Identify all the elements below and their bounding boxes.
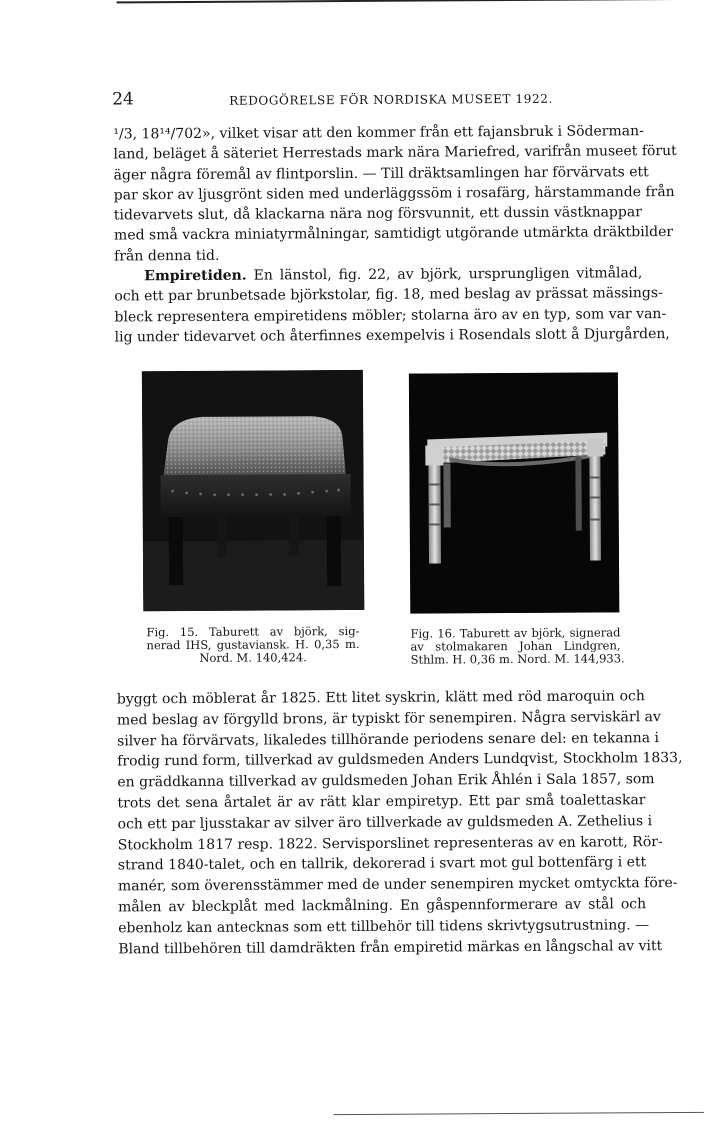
text-line: frodig rund form, tillverkad av guldsmeden Anders Lundqvist, Stockholm 1833,: [117, 750, 683, 770]
text-line: med små vackra miniatyrmålningar, samtidigt utgörande utmärkta dräktbilder: [113, 224, 674, 244]
section-first-line-text: En länstol, fig. 22, av björk, ursprungligen vitmålad,: [253, 265, 643, 284]
caption-line: nerad IHS, gustaviansk. H. 0,35 m.: [146, 636, 360, 653]
text-line: målen av bleckplåt med lackmålning. En gåspennformerare av stål och: [118, 896, 647, 916]
text-line: från denna tid.: [114, 247, 220, 265]
text-line: bleck representera empiretidens möbler; stolarna äro av en typ, som var van-: [114, 305, 667, 326]
page-number: 24: [112, 89, 134, 110]
text-line: och ett par brunbetsade björkstolar, fig. 18, med beslag av prässat mässings-: [114, 285, 663, 305]
text-line: med beslag av förgylld brons, är typiskt för senempiren. Några serviskärl av: [116, 708, 661, 729]
text-line: ¹/3, 18¹⁴/702», vilket visar att den kommer från ett fajansbruk i Söderman-: [113, 123, 644, 143]
text-line: silver ha förvärvats, likaledes tillhörande periodens senare del: en tekanna i: [117, 729, 660, 750]
text-line: och ett par ljusstakar av silver äro tillverkade av guldsmeden A. Zethelius i: [117, 812, 653, 833]
section-heading: Empiretiden.: [144, 267, 247, 285]
text-line: tidevarvets slut, då klackarna nära nog försvunnit, ett dussin västknappar: [113, 204, 642, 224]
bottom-paragraph: [116, 686, 683, 960]
caption-line: av stolmakaren Johan Lindgren,: [410, 638, 621, 654]
figure-15-caption: [146, 625, 359, 665]
figure-15-photo: [142, 370, 364, 611]
text-line: ebenholz kan antecknas som ett tillbehör till tidens skrivtygsutrustning. —: [118, 916, 650, 937]
text-line: en gräddkanna tillverkad av guldsmeden Johan Erik Åhlén i Sala 1857, som: [117, 771, 655, 791]
caption-line: Fig. 15. Taburett av björk, sig-: [146, 623, 360, 640]
caption-line: Fig. 16. Taburett av björk, signerad: [410, 625, 621, 641]
caption-line: Sthlm. H. 0,36 m. Nord. M. 144,933.: [410, 651, 625, 667]
carved-stool-photo-graphic: [409, 372, 619, 613]
text-line: lig under tidevarvet och återfinnes exempelvis i Rosendals slott å Djurgården,: [114, 326, 670, 346]
top-paragraphs: [113, 121, 677, 347]
text-line: land, beläget å säteriet Herrestads mark nära Mariefred, varifrån museet förut: [113, 143, 677, 163]
figure-16-caption: [410, 625, 625, 667]
running-head: REDOGÖRELSE FÖR NORDISKA MUSEET 1922.: [229, 91, 553, 108]
scan-edge-bottom: [333, 1112, 704, 1115]
caption-line: Nord. M. 140,424.: [199, 650, 307, 665]
figure-16-photo: [409, 372, 619, 613]
stool-photo-graphic: [142, 370, 364, 611]
text-line: äger några föremål av flintporslin. — Till dräktsamlingen har förvärvats ett: [113, 163, 649, 184]
text-line: Stockholm 1817 resp. 1822. Servisporslinet representeras av en karott, Rör-: [117, 833, 663, 854]
text-line: trots det sena årtalet är av rätt klar empiretyp. Ett par små toalettaskar: [117, 792, 646, 812]
scan-edge-top: [117, 0, 701, 3]
text-line: Bland tillbehören till damdräkten från empiretid märkas en långschal av vitt: [118, 937, 663, 957]
text-line: manér, som överensstämmer med de under senempiren mycket omtyckta före-: [117, 875, 678, 895]
text-line: strand 1840-talet, och en tallrik, dekorerad i svart mot gul bottenfärg i ett: [117, 854, 647, 874]
text-line: par skor av ljusgrönt siden med underläggssöm i rosafärg, härstammande från: [113, 183, 675, 204]
text-line: byggt och möblerat år 1825. Ett litet syskrin, klätt med röd maroquin och: [116, 688, 645, 708]
